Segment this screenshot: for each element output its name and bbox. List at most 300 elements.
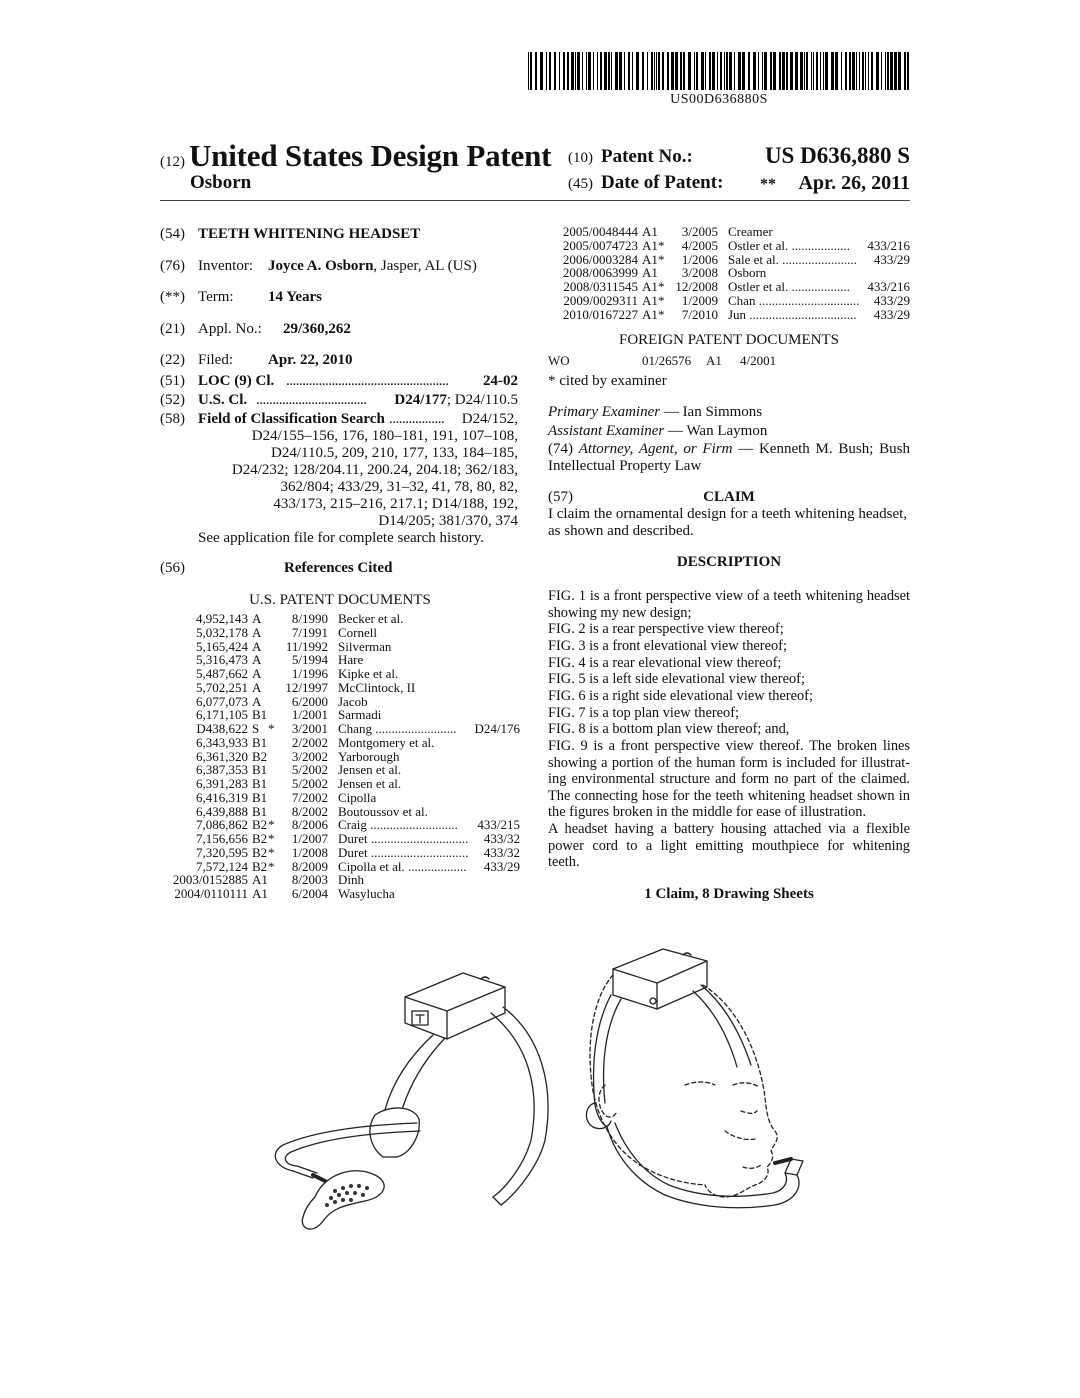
loc-field [0,373,540,393]
barcode-bar [890,52,893,90]
barcode-bar [709,52,711,90]
reference-kind: A [252,624,262,640]
reference-kind: A1 [642,265,658,281]
barcode-bar [862,52,864,90]
power-hose-right [607,1123,803,1208]
barcode-bar [658,52,660,90]
us-class-field [0,392,540,412]
reference-date: 2/2002 [291,734,328,750]
description-line: ing environmental structure and form no part of the claimed. [548,771,910,788]
reference-kind: A1 [642,306,658,322]
reference-kind: A1 [642,279,658,295]
reference-kind: B1 [252,762,268,778]
reference-class: 433/29 [873,293,910,308]
reference-name: Jensen et al. [338,776,402,791]
reference-class: 433/216 [867,279,910,295]
barcode-bar [694,52,695,90]
barcode-bar [619,52,622,90]
search-line: D24/232; 128/204.11, 200.24, 204.18; 362/183, [231,462,518,478]
uscl-value [394,392,518,409]
term-code: (**) [160,289,185,305]
barcode-bar [546,52,547,90]
barcode-bar [849,52,851,90]
reference-date: 12/2008 [675,279,718,295]
barcode-bar [868,52,869,90]
loc-dots: .................................................. [286,373,449,389]
reference-kind: B1 [252,776,268,791]
reference-name: Sale et al. ....................... [728,251,857,267]
reference-date: 6/2000 [291,693,328,709]
reference-date: 3/2008 [681,265,718,281]
barcode-bar [865,52,866,90]
assistant-examiner-label: Assistant Examiner [548,423,665,439]
reference-kind: A1 [642,224,658,239]
us-reference-row [160,612,520,626]
reference-date: 7/1991 [291,624,328,640]
barcode-bar [530,52,532,90]
barcode-bar [656,52,657,90]
barcode-bar [795,52,798,90]
foreign-docs-heading: FOREIGN PATENT DOCUMENTS [618,332,840,348]
barcode-bar [549,52,551,90]
reference-star: * [268,831,275,846]
reference-name: Duret .............................. [338,844,469,860]
barcode-bar [852,52,855,90]
battery-housing-right [613,949,707,1009]
foreign-number: 01/26576 [642,353,692,368]
description-line: power cord to a light emitting mouthpiece for whitening [548,837,910,854]
description-line: FIG. 1 is a front perspective view of a teeth whitening headset [548,588,910,604]
barcode-bar [571,52,574,90]
barcode-bar [813,52,814,90]
barcode-bar [611,52,612,90]
primary-examiner-name: — Ian Simmons [663,404,763,420]
reference-name: Kipke et al. [338,666,399,681]
patent-number-row [568,143,910,170]
barcode-bar [600,52,602,90]
reference-kind: B1 [252,789,268,805]
reference-number: 5,487,662 [196,666,248,681]
barcode-bar [575,52,576,90]
uscl-primary: D24/177 [394,392,447,408]
us-reference-row [160,887,520,901]
barcode-bar [898,52,901,90]
us-reference-row [160,736,520,750]
reference-kind: A [252,652,262,668]
reference-name: Hare [338,652,364,668]
term-label: Term: [198,289,234,305]
us-reference-row [160,750,520,764]
us-reference-row [548,308,910,322]
claim-text [548,506,910,540]
reference-name: Dinh [338,872,364,888]
patent-number-code: (10) [568,150,593,166]
search-line: D24/155–156, 176, 180–181, 191, 107–108, [251,428,518,444]
inventor-value [268,258,477,275]
reference-date: 1/2008 [291,844,328,860]
reference-date: 3/2002 [291,748,328,764]
reference-number: 7,156,656 [196,831,248,846]
us-reference-row [160,818,520,832]
reference-name: Chan ............................... [728,293,860,308]
field-of-search [0,411,540,551]
barcode-bar [654,52,655,90]
barcode-bar [816,52,818,90]
reference-number: 5,032,178 [196,624,248,640]
description-line: FIG. 7 is a top plan view thereof; [548,704,740,721]
patent-number-value: US D636,880 S [764,143,910,168]
barcode-bar [563,52,565,90]
inventor-label: Inventor: [198,258,253,274]
claim-heading: CLAIM [703,489,755,505]
us-reference-row [160,626,520,640]
reference-number: 2005/0048444 [562,224,638,239]
barcode-bar [881,52,882,90]
description-line: FIG. 9 is a front perspective view thereof. The broken lines [548,737,910,754]
reference-kind: A [252,693,262,709]
barcode-bar [628,52,630,90]
attorney-line [548,441,910,458]
reference-number: 6,343,933 [196,734,248,750]
barcode-bar [671,52,674,90]
barcode-bar [701,52,704,90]
us-reference-row [160,860,520,874]
reference-star: * [658,251,665,267]
barcode-bar [662,52,664,90]
reference-date: 3/2005 [681,224,718,239]
reference-star: * [658,237,665,253]
search-dots: ................. [389,411,445,427]
claim-line: I claim the ornamental design for a teeth whitening headset, [548,506,908,522]
barcode-bar [753,52,756,90]
barcode-bar [597,52,598,90]
reference-name: Sarmadi [338,707,382,723]
reference-name: Becker et al. [338,611,404,626]
reference-kind: A1 [642,293,658,308]
barcode-bar [559,52,560,90]
reference-date: 11/1992 [285,638,328,654]
us-reference-row [160,640,520,654]
reference-number: 5,702,251 [196,679,248,695]
foreign-date: 4/2001 [740,353,777,368]
reference-name: Jacob [338,693,368,709]
barcode-bar [651,52,653,90]
reference-number: 5,165,424 [196,638,248,654]
us-reference-row [548,225,910,239]
us-reference-row [160,695,520,709]
search-note: See application file for complete search history. [198,530,485,546]
barcode-bar [790,52,793,90]
reference-number: 6,439,888 [196,803,248,819]
reference-date: 1/2001 [291,707,328,723]
reference-kind: B2 [252,817,268,833]
barcode-bar [696,52,698,90]
reference-kind: A [252,611,262,626]
reference-name: Craig ........................... [338,817,458,833]
description-line: showing a portion of the human form is included for illustrat- [548,754,910,771]
reference-date: 7/2002 [291,789,328,805]
attorney-field [548,441,910,475]
reference-star: * [658,306,665,322]
reference-kind: B1 [252,734,268,750]
reference-class: 433/32 [483,831,520,846]
reference-number: 2004/0110111 [174,886,248,901]
description-line: FIG. 5 is a left side elevational view thereof; [548,671,805,688]
search-line: D24/152, [461,411,518,427]
reference-name: Duret .............................. [338,831,469,846]
patent-number-label: Patent No.: [601,146,693,167]
reference-star: * [658,279,665,295]
reference-date: 1/2009 [681,293,718,308]
patent-type-code: (12) [160,154,185,170]
reference-number: 5,316,473 [196,652,248,668]
barcode-bar [642,52,644,90]
reference-date: 8/2009 [291,858,328,874]
barcode-bar [724,52,725,90]
barcode-bar [604,52,607,90]
attorney-code: (74) [548,441,573,457]
description-line: teeth. [548,854,580,871]
claim-line: as shown and described. [548,523,694,539]
reference-date: 8/2006 [291,817,328,833]
barcode-bar [762,52,763,90]
barcode-bar [811,52,812,90]
barcode-bar [885,52,886,90]
claim-code: (57) [548,489,573,505]
barcode-bar [806,52,808,90]
reference-name: Montgomery et al. [338,734,435,750]
attorney-label: Attorney, Agent, or Firm [578,441,733,457]
reference-date: 8/1990 [291,611,328,626]
reference-number: 7,572,124 [196,858,248,874]
filed-field [0,352,540,372]
foreign-ref-row [548,354,910,368]
barcode-bar [720,52,722,90]
reference-class: 433/29 [483,858,520,874]
barcode-bar [726,52,728,90]
reference-star: * [268,844,275,860]
title-field [0,226,540,246]
reference-number: 6,171,105 [196,707,248,723]
search-line: D24/110.5, 209, 210, 177, 133, 184–185, [271,445,518,461]
reference-number: 2003/0152885 [172,872,248,888]
barcode-bar [856,52,857,90]
description-line: The connecting hose for the teeth whitening headset shown in [548,787,910,804]
us-reference-row [160,805,520,819]
application-field [0,321,540,341]
barcode-bar [632,52,633,90]
reference-number: 6,391,283 [196,776,248,791]
reference-kind: B1 [252,803,268,819]
us-reference-row [160,708,520,722]
barcode-bar [859,52,860,90]
reference-name: Creamer [728,224,773,239]
references-code: (56) [160,560,185,576]
barcode-bar [764,52,767,90]
reference-number: 2009/0029311 [563,293,638,308]
reference-name: Cipolla et al. .................. [338,858,467,874]
barcode-bar [894,52,897,90]
barcode-bar [820,52,821,90]
reference-number: 6,416,319 [196,789,248,805]
light-mouthpiece [302,1171,384,1229]
reference-date: 6/2004 [291,886,328,901]
barcode-bar [729,52,732,90]
barcode-bar [535,52,537,90]
reference-number: 6,077,073 [196,693,248,709]
patent-drawing-figure [255,935,855,1235]
description-line: FIG. 3 is a front elevational view thereof; [548,637,787,654]
reference-name: Yarborough [338,748,400,764]
reference-kind: B1 [252,707,268,723]
reference-date: 7/2010 [681,306,718,322]
barcode-bar [831,52,834,90]
reference-name: Boutoussov et al. [338,803,428,819]
reference-date: 3/2001 [291,721,328,736]
barcode-bar [773,52,776,90]
reference-name: Jun ................................. [728,306,857,322]
reference-kind: A1 [252,886,268,901]
reference-class: 433/29 [873,251,910,267]
human-head-outline [590,975,777,1197]
barcode-bar [758,52,759,90]
reference-number: 2010/0167227 [562,306,638,322]
reference-name: Ostler et al. .................. [728,279,851,295]
description-heading: DESCRIPTION [676,554,782,570]
reference-number: 4,952,143 [196,611,248,626]
barcode-bar [582,52,583,90]
appl-code: (21) [160,321,185,337]
reference-date: 5/1994 [291,652,328,668]
barcode-bar [717,52,718,90]
barcode-bar [588,52,591,90]
us-reference-row [160,763,520,777]
patent-type [160,138,551,174]
foreign-kind: A1 [706,353,722,368]
assistant-examiner-name: — Wan Laymon [668,423,768,439]
barcode-bar [554,52,556,90]
term-field [0,289,540,309]
barcode-bar [680,52,682,90]
barcode-bar [779,52,781,90]
reference-name: Jensen et al. [338,762,402,778]
reference-number: 2005/0074723 [562,237,638,253]
reference-kind: A1 [642,237,658,253]
reference-star: * [658,293,665,308]
claims-sheets-summary: 1 Claim, 8 Drawing Sheets [644,886,814,902]
reference-date: 1/2006 [681,251,718,267]
date-of-patent-row [568,172,910,196]
us-reference-row [160,722,520,736]
uscl-secondary: ; D24/110.5 [446,392,518,408]
barcode-bar [540,52,543,90]
foreign-country: WO [548,353,570,368]
reference-class: 433/216 [867,237,910,253]
description-line: showing my new design; [548,604,692,621]
us-reference-row [160,832,520,846]
reference-kind: B2 [252,858,268,874]
barcode-bar [800,52,803,90]
reference-date: 5/2002 [291,762,328,778]
search-line: 362/804; 433/29, 31–32, 41, 78, 80, 82, [280,479,518,495]
inventor-code: (76) [160,258,185,274]
barcode-bar [871,52,873,90]
reference-name: Ostler et al. .................. [728,237,851,253]
reference-class: 433/29 [873,306,910,322]
reference-number: 2008/0063999 [562,265,638,281]
description-line: FIG. 4 is a rear elevational view thereof; [548,654,782,671]
barcode-bar [667,52,669,90]
battery-housing-left [405,973,505,1039]
inventor-name: Joyce A. Osborn [268,258,374,274]
reference-kind: B2 [252,844,268,860]
reference-kind: A1 [642,251,658,267]
barcode-bar [586,52,587,90]
us-reference-row [160,873,520,887]
date-mark: ** [760,176,776,193]
reference-star: * [268,858,275,874]
barcode-bar [647,52,648,90]
description-line: FIG. 6 is a right side elevational view thereof; [548,687,813,704]
barcode-bar [786,52,788,90]
barcode-bar [567,52,569,90]
reference-number: 2008/0311545 [563,279,638,295]
patent-type-title: United States Design Patent [189,138,552,173]
date-label: Date of Patent: [601,172,724,193]
reference-date: 1/2007 [291,831,328,846]
barcode-bar [577,52,580,90]
reference-kind: B2 [252,748,268,764]
headband-left [370,1007,548,1205]
description-line: FIG. 2 is a rear perspective view thereof; [548,621,784,638]
date-code: (45) [568,176,593,192]
appl-label: Appl. No.: [198,321,262,337]
reference-date: 5/2002 [291,776,328,791]
barcode-bar [528,52,529,90]
inventor-location: , Jasper, AL (US) [373,258,477,274]
reference-number: 7,320,595 [196,844,248,860]
reference-kind: A1 [252,872,268,888]
barcode-bar [738,52,741,90]
barcode-bar [825,52,828,90]
us-reference-row [548,266,910,280]
barcode-bar [770,52,772,90]
reference-date: 8/2002 [291,803,328,819]
barcode-bar [593,52,594,90]
design-title: TEETH WHITENING HEADSET [198,226,421,242]
references-label: References Cited [284,560,393,576]
reference-number: 2006/0003284 [562,251,638,267]
reference-date: 8/2003 [291,872,328,888]
assistant-examiner [548,423,767,440]
barcode-bar [705,52,706,90]
barcode-bar [823,52,824,90]
barcode-bar [742,52,745,90]
barcode-bar [835,52,838,90]
attorney-name: — Kenneth M. Bush; Bush [738,441,910,457]
barcode-bar [904,52,906,90]
reference-number: 6,361,320 [196,748,248,764]
barcode-bar [876,52,879,90]
reference-name: Chang ......................... [338,721,457,736]
barcode-bar [887,52,889,90]
barcode-bar [688,52,691,90]
reference-name: Silverman [338,638,392,654]
us-reference-row [160,846,520,860]
barcode-bar [712,52,715,90]
barcode-bar [734,52,735,90]
uscl-label: U.S. Cl. [198,392,248,408]
